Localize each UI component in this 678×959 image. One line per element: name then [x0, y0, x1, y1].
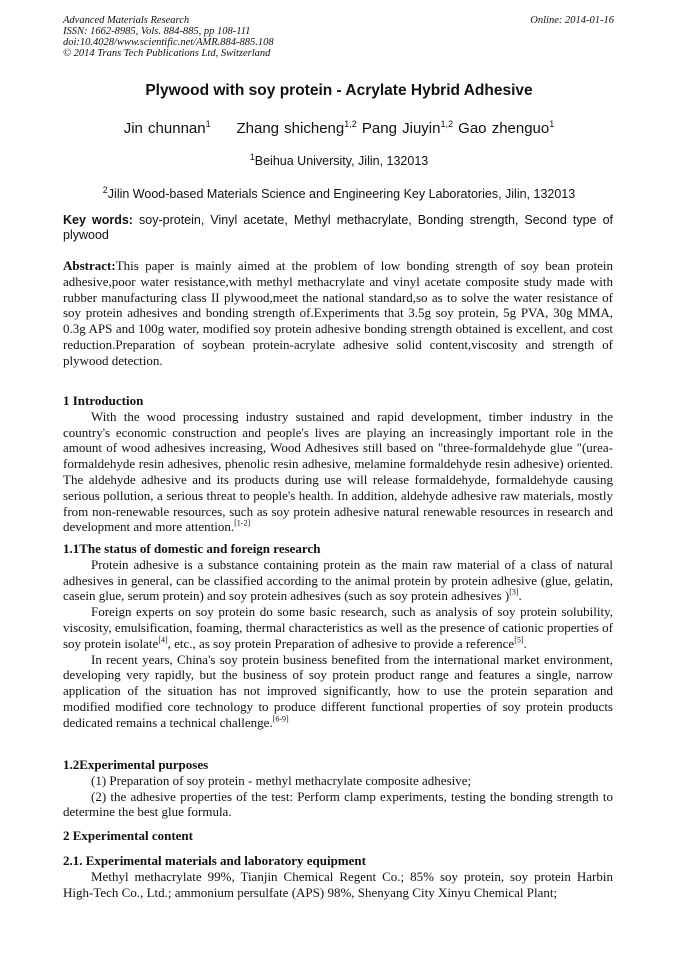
keywords-label: Key words: [63, 213, 133, 227]
paragraph: Methyl methacrylate 99%, Tianjin Chemical Regent Co.; 85% soy protein, soy protein Harbin High-Tech Co., Ltd.; ammonium persulfate (APS) 98%, Shenyang City Xinyu Chemical Plant; [63, 868, 613, 900]
paragraph-text: With the wood processing industry sustained and rapid development, timber industry in the country's economic construction and people's lives are playing an increasingly important role in the amount of wood adhesives increasing, Wood Adhesives still based on "three-formaldehyde glue "(urea-formaldehyde resin adhesives, phenolic resin adhesive, melamine formaldehyde resin adhesive) oriented. The aldehyde adhesive and its products during use will release formaldehyde, formaldehyde causing serious pollution, a serious threat to people's health. In addition, aldehyde adhesive raw materials, mostly from non-renewable resources, such as soy protein adhesive natural renewable resources in research and development and more attention. [63, 408, 613, 535]
affiliation-2 [0, 185, 678, 201]
journal-header [63, 15, 274, 59]
keywords-text: soy-protein, Vinyl acetate, Methyl methacrylate, Bonding strength, Second type of plywood [63, 213, 613, 242]
paragraph-text: . [523, 635, 527, 651]
citation: [6-9] [272, 714, 289, 724]
author-name: Zhang shicheng [236, 120, 345, 137]
section-heading: 1 Introduction [63, 393, 144, 408]
affiliation-number: 2 [102, 185, 108, 195]
citation: [3] [509, 588, 519, 598]
author-affiliation-mark: 1,2 [440, 119, 453, 129]
author-name: Jin chunnan [123, 120, 206, 137]
list-item: (2) the adhesive properties of the test: Perform clamp experiments, testing the bonding strength to determine the best glue formula. [63, 788, 613, 820]
section-materials [63, 853, 613, 900]
paragraph [63, 604, 613, 651]
affiliation-1 [0, 152, 678, 168]
online-date: Online: 2014-01-16 [530, 15, 614, 26]
citation: [5] [514, 635, 524, 645]
paragraph [63, 409, 613, 535]
citation: [1-2] [234, 519, 251, 529]
copyright-line: © 2014 Trans Tech Publications Ltd, Switzerland [63, 48, 271, 59]
author-affiliation-mark: 1 [549, 119, 555, 129]
paragraph [63, 652, 613, 731]
paragraph [63, 557, 613, 604]
doi-line: doi:10.4028/www.scientific.net/AMR.884-885.108 [63, 37, 274, 48]
section-heading: 1.2Experimental purposes [63, 757, 209, 772]
paragraph-text: Foreign experts on soy protein do some basic research, such as analysis of soy protein solubility, viscosity, emulsification, foaming, thermal characteristics as well as the presence of cationic properties of soy protein isolate [63, 604, 613, 651]
abstract-label: Abstract: [63, 258, 116, 273]
section-introduction [63, 393, 613, 535]
citation: [4] [158, 635, 168, 645]
abstract-text: This paper is mainly aimed at the problem of low bonding strength of soy bean protein adhesive,poor water resistance,with methyl methacrylate and vinyl acetate composite study made with rubber manufacturing class II plywood,meet the national standard,so as to solve the water resistance of soy protein adhesives and bonding strength of.Experiments that 3.5g soy protein, 5g PVA, 30g MMA, 0.3g APS and 100g water, modified soy protein adhesive bonding strength obtained is excellent, and cost reduction.Preparation of soybean protein-acrylate adhesive solid content,viscosity and strength of plywood detection. [63, 258, 613, 368]
paper-title: Plywood with soy protein - Acrylate Hybrid Adhesive [145, 82, 533, 99]
author-affiliation-mark: 1 [205, 119, 211, 129]
paragraph-text: , etc., as soy protein Preparation of adhesive to provide a reference [167, 635, 515, 651]
section-heading: 2.1. Experimental materials and laboratory equipment [63, 853, 366, 868]
author-list [0, 119, 678, 137]
section-heading: 1.1The status of domestic and foreign research [63, 541, 321, 556]
author-affiliation-mark: 1,2 [344, 119, 357, 129]
author-name: Gao zhenguo [458, 120, 550, 137]
affiliation-text: Jilin Wood-based Materials Science and Engineering Key Laboratories, Jilin, 132013 [107, 187, 576, 202]
affiliation-number: 1 [249, 152, 255, 162]
journal-name: Advanced Materials Research [63, 15, 190, 26]
list-item: (1) Preparation of soy protein - methyl methacrylate composite adhesive; [91, 772, 472, 788]
paragraph-text: Protein adhesive is a substance containing protein as the main raw material of a class of natural adhesives in general, can be classified according to the animal protein by protein adhesive (glue, gelatin, casein glue, serum protein) and soy protein adhesives (such as soy protein adhesives ) [63, 556, 613, 604]
paragraph-text: In recent years, China's soy protein business benefited from the international market environment, developing very rapidly, but the business of soy protein product range and features a single, narrow application of the situation has not improved significantly, how to use the protein separation and modified modified core technology to produce different functional properties of soy protein products dedicated remains a technical challenge. [63, 651, 613, 730]
section-experimental-purposes [63, 757, 613, 820]
affiliation-text: Beihua University, Jilin, 132013 [254, 154, 429, 169]
paragraph-text: . [518, 588, 522, 604]
section-status-research [63, 541, 613, 731]
issn-line: ISSN: 1662-8985, Vols. 884-885, pp 108-111 [63, 26, 251, 37]
author-name: Pang Jiuyin [361, 120, 441, 137]
abstract [63, 258, 613, 369]
section-experimental-content [63, 828, 613, 844]
keywords [63, 213, 613, 243]
section-heading: 2 Experimental content [63, 828, 193, 843]
